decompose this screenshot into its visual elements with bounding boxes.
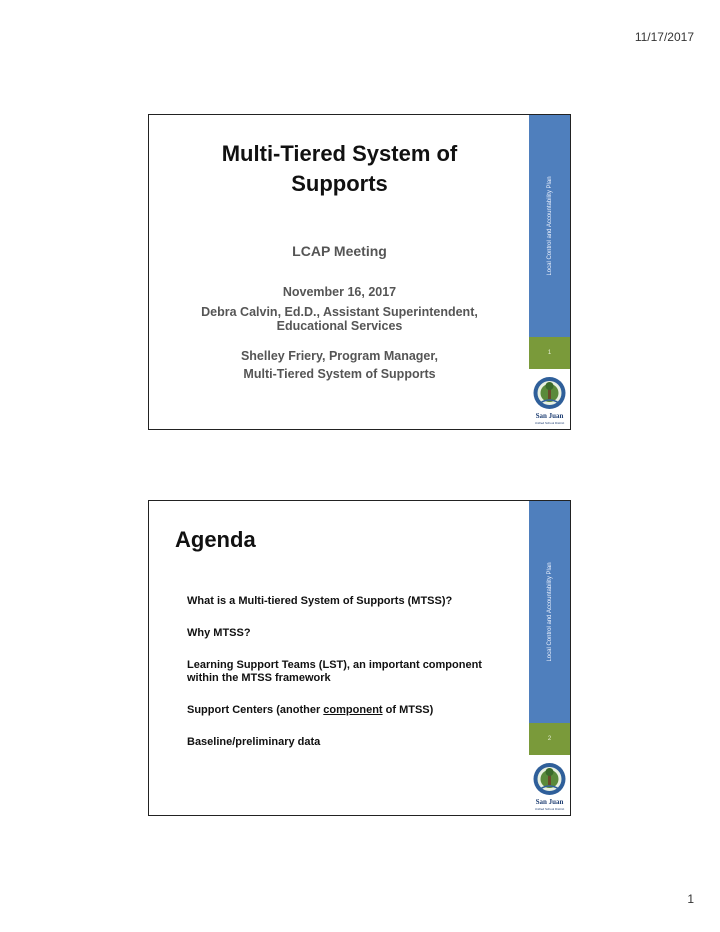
slide-1-title-line-2: Supports [291, 171, 388, 196]
presenter-2 [149, 349, 530, 381]
agenda-title: Agenda [175, 527, 256, 552]
logo-subtext: Unified School District [534, 807, 565, 811]
band-label: Local Control and Accountability Plan [546, 176, 553, 276]
band-blue [529, 501, 570, 723]
band-blue [529, 115, 570, 337]
agenda-item-3-line-2: within the MTSS framework [187, 672, 331, 684]
presenter-2-line-2: Multi-Tiered System of Supports [243, 367, 436, 381]
agenda-item-4-underlined: component [323, 704, 383, 716]
district-logo [532, 373, 567, 427]
side-band [529, 115, 570, 429]
meeting-label: LCAP Meeting [292, 243, 387, 259]
agenda-item-3 [187, 659, 527, 685]
presenter-1-line-2: Educational Services [276, 319, 403, 333]
slide-1 [148, 114, 571, 430]
slide-1-body [149, 115, 530, 429]
logo-text: San Juan [535, 798, 564, 806]
slide-1-title [149, 139, 530, 199]
side-band [529, 501, 570, 815]
presenter-1-line-1: Debra Calvin, Ed.D., Assistant Superintendent, [201, 305, 478, 319]
page-date: 11/17/2017 [634, 30, 694, 44]
agenda-item-4 [187, 704, 527, 717]
agenda-list [187, 595, 527, 768]
slide-2 [148, 500, 571, 816]
agenda-item-4-pre: Support Centers (another [187, 704, 324, 716]
agenda-item-1: What is a Multi-tiered System of Supports (MTSS)? [187, 595, 453, 607]
band-green [529, 723, 570, 755]
band-label: Local Control and Accountability Plan [546, 562, 553, 662]
agenda-item-4-post: of MTSS) [382, 704, 434, 716]
district-seal-icon [532, 759, 567, 799]
presenter-1 [149, 305, 530, 333]
slide-2-body [149, 501, 530, 815]
logo-text: San Juan [535, 412, 564, 420]
agenda-item-2: Why MTSS? [187, 627, 251, 639]
page-number: 1 [687, 892, 694, 906]
agenda-item-3-line-1: Learning Support Teams (LST), an important component [187, 659, 482, 671]
presenter-2-line-1: Shelley Friery, Program Manager, [240, 349, 439, 363]
district-seal-icon [532, 373, 567, 413]
band-green [529, 337, 570, 369]
slide-1-title-line-1: Multi-Tiered System of [221, 141, 458, 166]
district-logo [532, 759, 567, 813]
slide-number: 2 [547, 736, 552, 742]
logo-subtext: Unified School District [534, 421, 565, 425]
slide-number: 1 [547, 350, 552, 356]
meeting-date: November 16, 2017 [282, 285, 397, 299]
agenda-item-5: Baseline/preliminary data [187, 736, 321, 748]
